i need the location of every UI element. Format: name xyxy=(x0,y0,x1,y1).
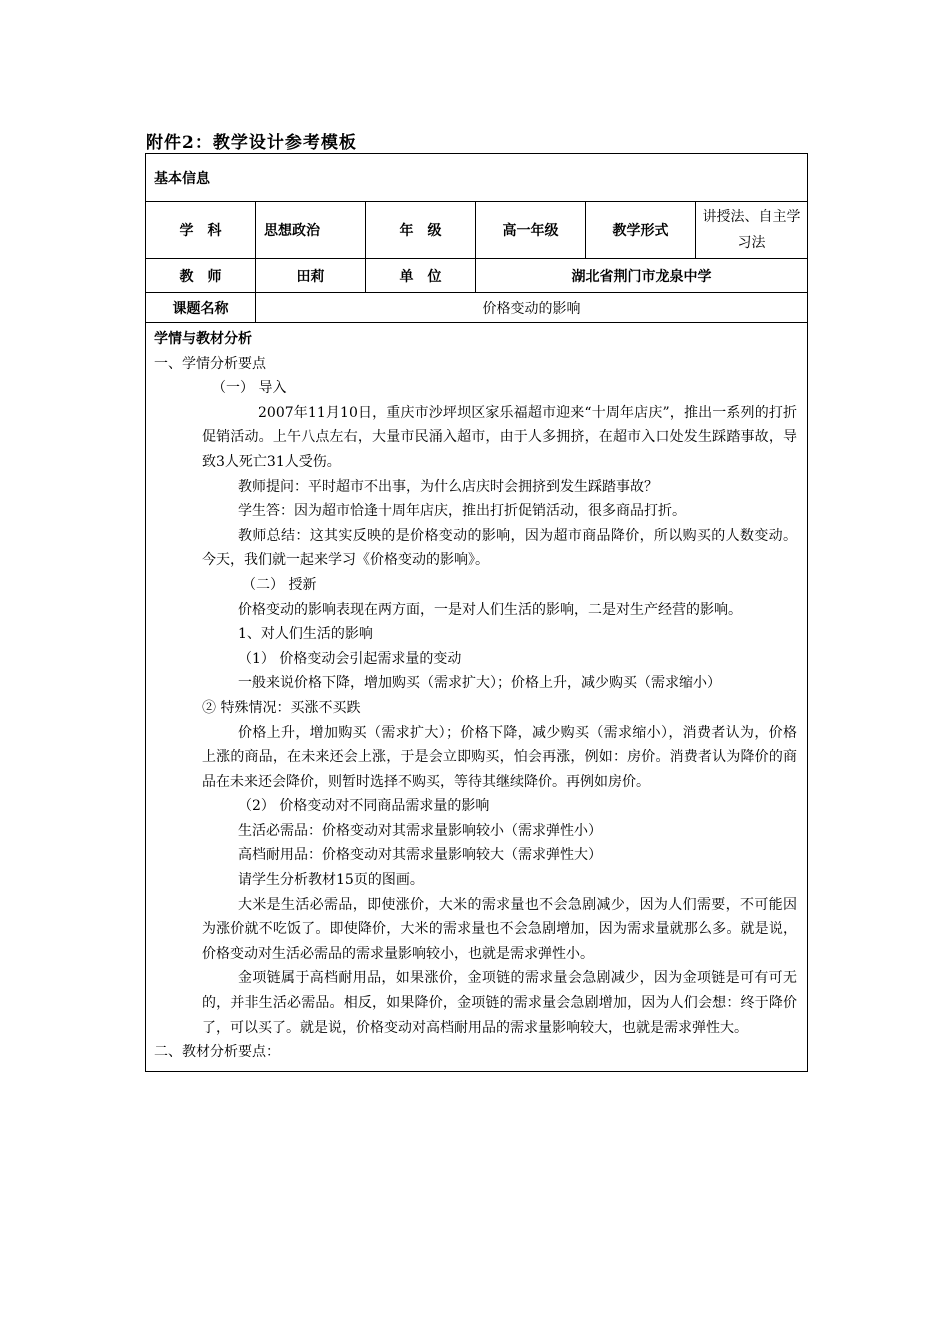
lesson-design-table xyxy=(145,153,808,1072)
necessity-goods: 生活必需品：价格变动对其需求量影响较小（需求弹性小） xyxy=(238,822,602,839)
grade-label: 年 级 xyxy=(366,202,476,259)
sub-heading-new: （二） 授新 xyxy=(242,576,317,593)
teacher-summary: 教师总结：这其实反映的是价格变动的影响，因为超市商品降价，所以购买的人数变动。今天，我们就一起来学习《价格变动的影响》。 xyxy=(202,527,797,569)
teacher-value: 田莉 xyxy=(256,259,366,293)
grade-value: 高一年级 xyxy=(476,202,586,259)
teaching-form-label: 教学形式 xyxy=(586,202,696,259)
textbook-prompt: 请学生分析教材15页的图画。 xyxy=(238,872,424,889)
teacher-label: 教 师 xyxy=(146,259,256,293)
subject-value: 思想政治 xyxy=(256,202,366,259)
intro-paragraph: 2007年11月10日，重庆市沙坪坝区家乐福超市迎来“十周年店庆”，推出一系列的打折促销活动。上午八点左右，大量市民涌入超市，由于人多拥挤，在超市入口处发生踩踏事故，导致3人死亡31人受伤。 xyxy=(202,404,797,470)
new-content-intro: 价格变动的影响表现在两方面，一是对人们生活的影响，二是对生产经营的影响。 xyxy=(238,601,742,618)
special-case-paragraph: 价格上升，增加购买（需求扩大）；价格下降，减少购买（需求缩小），消费者认为，价格上涨的商品，在未来还会上涨，于是会立即购买，怕会再涨，例如：房价。消费者认为降价的商品在未来还会降价，则暂时选择不购买，等待其继续降价。再例如房价。 xyxy=(202,724,797,790)
basic-info-header: 基本信息 xyxy=(146,154,808,202)
analysis-section xyxy=(146,323,808,1072)
section2-heading: 二、教材分析要点： xyxy=(154,1044,280,1061)
topic-value: 价格变动的影响 xyxy=(256,293,808,323)
point-1-1-heading: （1） 价格变动会引起需求量的变动 xyxy=(238,650,462,667)
teaching-form-value: 讲授法、自主学习法 xyxy=(696,202,808,259)
rice-paragraph: 大米是生活必需品，即使涨价，大米的需求量也不会急剧减少，因为人们需要，不可能因为涨价就不吃饭了。即使降价，大米的需求量也不会急剧增加，因为需求量就那么多。就是说，价格变动对生活必需品的需求量影响较小，也就是需求弹性小。 xyxy=(202,896,797,962)
point-1-2-heading: （2） 价格变动对不同商品需求量的影响 xyxy=(238,798,490,815)
unit-value: 湖北省荆门市龙泉中学 xyxy=(476,259,808,293)
student-answer: 学生答：因为超市恰逢十周年店庆，推出打折促销活动，很多商品打折。 xyxy=(238,503,686,520)
document-title: 附件2：教学设计参考模板 xyxy=(146,133,357,153)
topic-label: 课题名称 xyxy=(146,293,256,323)
point-1-heading: 1、对人们生活的影响 xyxy=(238,626,373,643)
analysis-title: 学情与教材分析 xyxy=(154,331,252,347)
general-case: 一般来说价格下降，增加购买（需求扩大）；价格上升，减少购买（需求缩小） xyxy=(238,675,721,692)
unit-label: 单 位 xyxy=(366,259,476,293)
sub-heading-intro: （一） 导入 xyxy=(212,380,287,397)
section1-heading: 一、学情分析要点 xyxy=(154,355,266,372)
subject-label: 学 科 xyxy=(146,202,256,259)
teacher-question: 教师提问：平时超市不出事，为什么店庆时会拥挤到发生踩踏事故？ xyxy=(238,478,658,495)
special-case-heading: ② 特殊情况：买涨不买跌 xyxy=(202,699,361,716)
luxury-goods: 高档耐用品：价格变动对其需求量影响较大（需求弹性大） xyxy=(238,847,602,864)
gold-necklace-paragraph: 金项链属于高档耐用品，如果涨价，金项链的需求量会急剧减少，因为金项链是可有可无的，并非生活必需品。相反，如果降价，金项链的需求量会急剧增加，因为人们会想：终于降价了，可以买了。就是说，价格变动对高档耐用品的需求量影响较大，也就是需求弹性大。 xyxy=(202,970,797,1036)
